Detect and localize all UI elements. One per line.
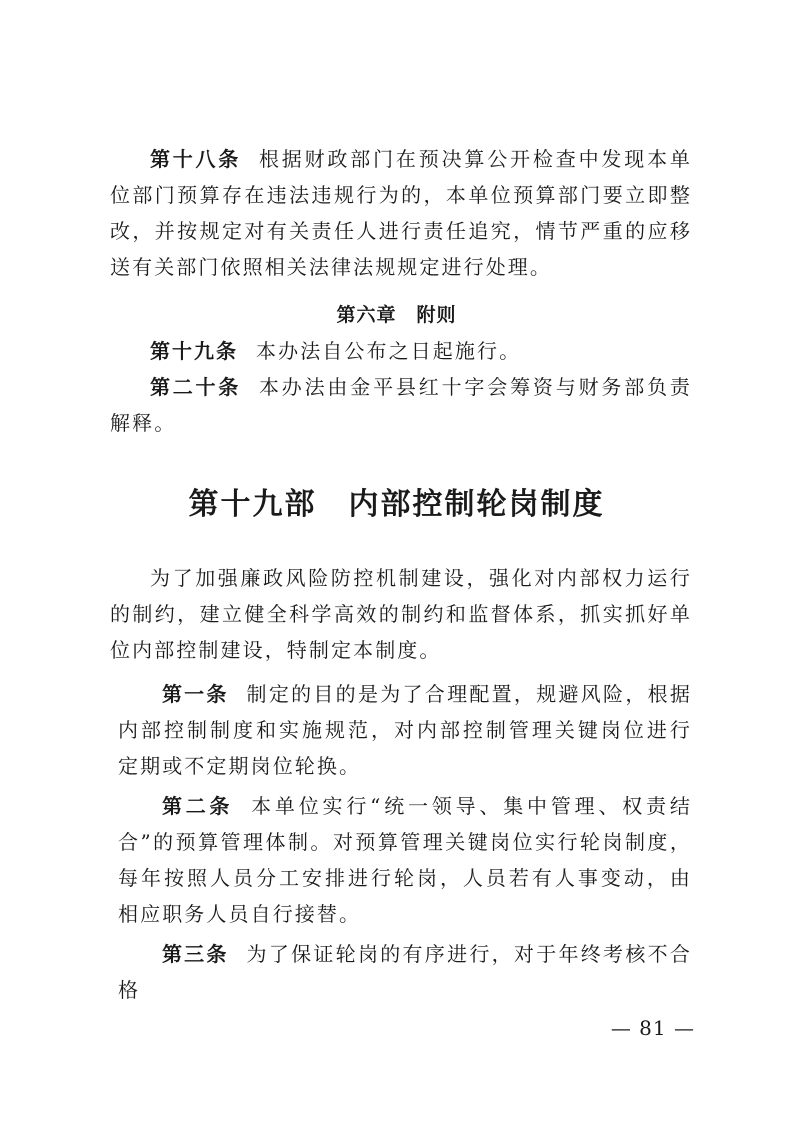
section-article-1-lead: 第一条 <box>162 682 229 706</box>
article-19-lead: 第十九条 <box>150 339 238 363</box>
article-20 <box>110 369 692 441</box>
article-20-text: 本办法由金平县红十字会筹资与财务部负责解释。 <box>110 375 693 435</box>
article-20-lead: 第二十条 <box>150 375 241 399</box>
section-article-2 <box>118 788 692 932</box>
section-title: 第十九部 内部控制轮岗制度 <box>188 487 605 522</box>
section-article-1 <box>118 676 692 784</box>
section-article-3-text: 为了保证轮岗的有序进行，对于年终考核不合格 <box>118 942 693 1002</box>
section-article-1-text: 制定的目的是为了合理配置，规避风险，根据内部控制制度和实施规范，对内部控制管理关键岗位进行定期或不定期岗位轮换。 <box>118 682 693 778</box>
page-number: — 81 — <box>610 1016 695 1040</box>
article-18-text: 根据财政部门在预决算公开检查中发现本单位部门预算存在违法违规行为的，本单位预算部门要立即整改，并按规定对有关责任人进行责任追究，情节严重的应移送有关部门依照相关法律法规规定进行处理。 <box>110 147 693 279</box>
section-article-3 <box>118 936 692 1008</box>
section-intro: 为了加强廉政风险防控机制建设，强化对内部权力运行的制约，建立健全科学高效的制约和监督体系，抓实抓好单位内部控制建设，特制定本制度。 <box>110 566 692 662</box>
article-18 <box>110 141 692 285</box>
section-article-2-lead: 第二条 <box>162 794 234 818</box>
article-18-lead: 第十八条 <box>150 147 241 171</box>
section-article-2-text: 本单位实行“统一领导、集中管理、权责结合”的预算管理体制。对预算管理关键岗位实行轮岗制度，每年按照人员分工安排进行轮岗，人员若有人事变动，由相应职务人员自行接替。 <box>118 794 692 926</box>
article-19-text: 本办法自公布之日起施行。 <box>256 339 522 363</box>
section-article-3-lead: 第三条 <box>162 942 229 966</box>
article-19 <box>110 333 692 369</box>
chapter-6-heading: 第六章 附则 <box>336 304 457 326</box>
